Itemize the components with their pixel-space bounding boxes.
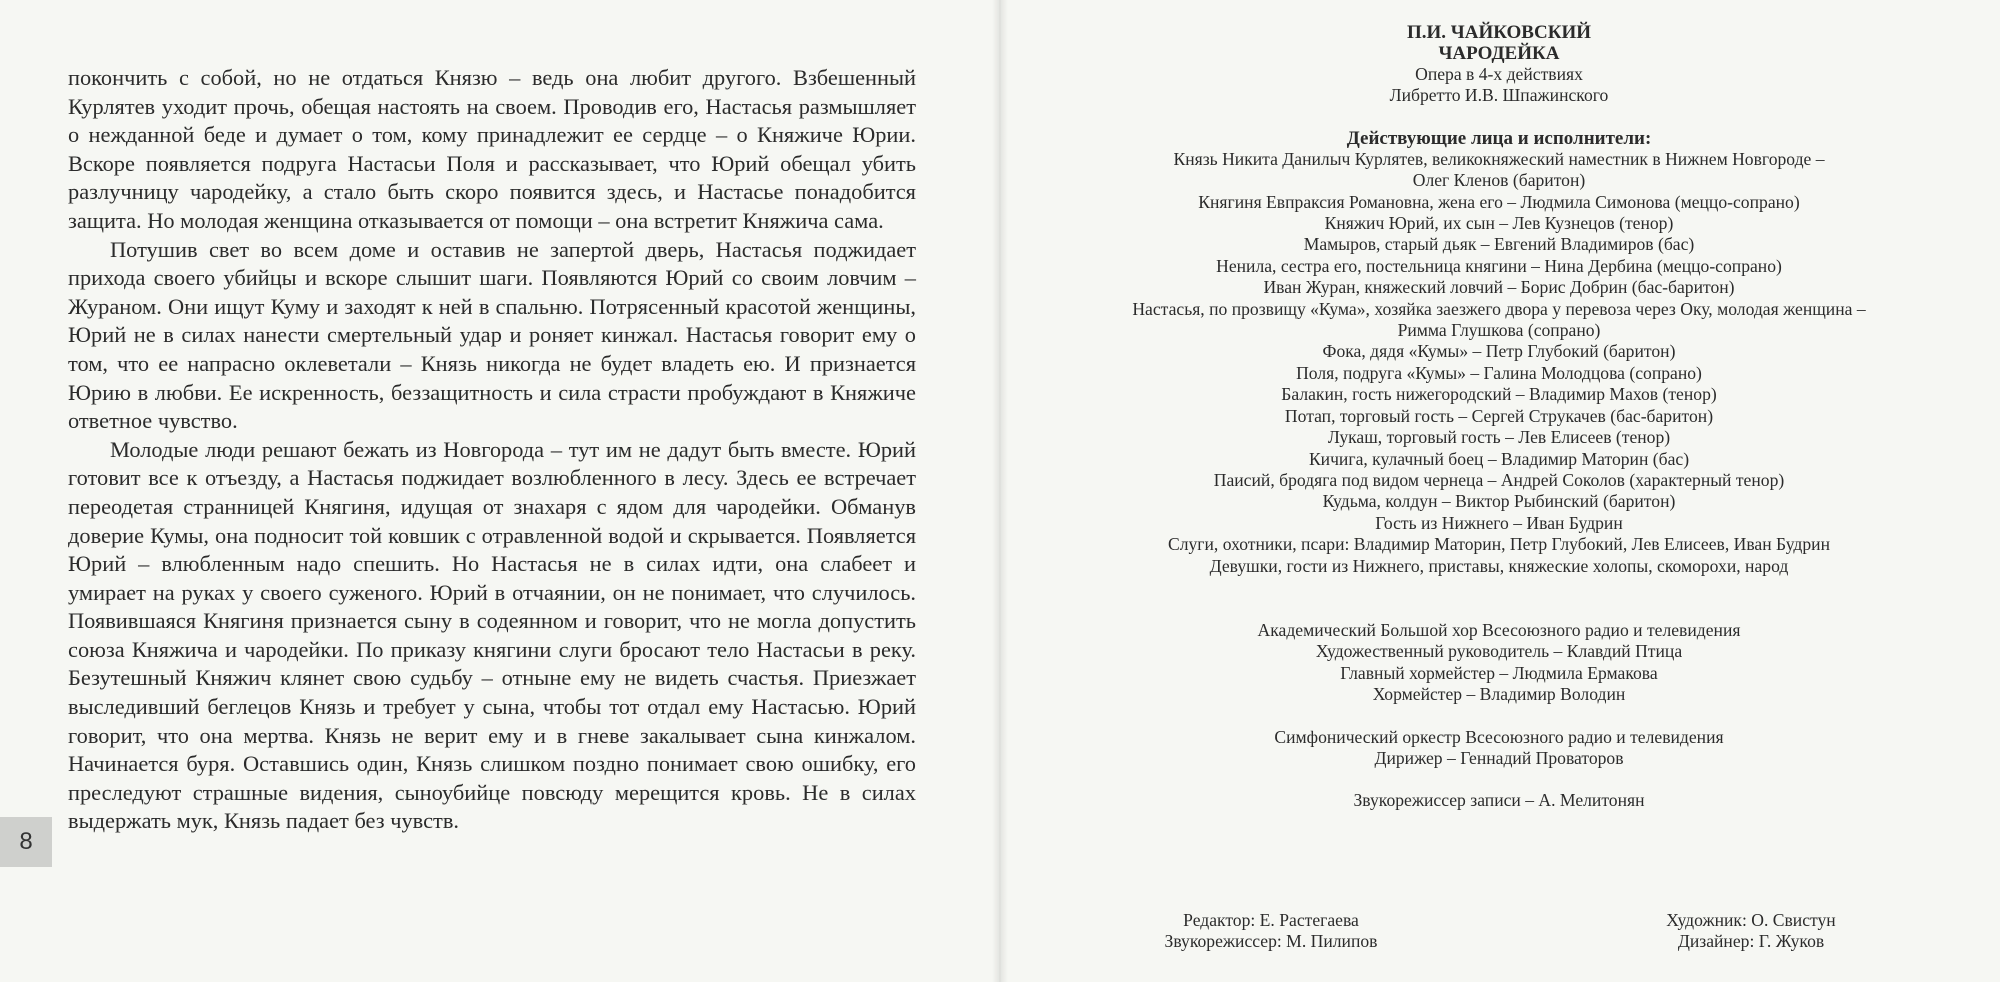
synopsis-text [68,64,916,836]
recording-engineer: Звукорежиссер записи – А. Мелитонян [1353,790,1645,811]
cast-line: Римма Глушкова (сопрано) [1397,320,1601,341]
cast-line: Слуги, охотники, псари: Владимир Маторин, Петр Глубокий, Лев Елисеев, Иван Будрин [1167,534,1830,555]
cast-line: Балакин, гость нижегородский – Владимир Махов (тенор) [1281,384,1717,405]
cast-list [998,149,2000,577]
cast-line: Олег Кленов (баритон) [1412,170,1586,191]
synopsis-paragraph-2: Потушив свет во всем доме и оставив не запертой дверь, Настасья поджидает прихода своего убийцы и вскоре слышит шаги. Появляются Юрий со своим ловчим – Жураном. Они ищут Куму и заходят к ней в спальню. Потрясенный красотой женщины, Юрий не в силах нанести смертельный удар и роняет кинжал. Настасья говорит ему о том, что ее напрасно оклеветали – Князь никогда не будет владеть ею. И признается Юрию в любви. Ее искренность, беззащитность и сила страсти пробуждают в Княжиче ответное чувство. [68,236,916,434]
cast-line: Иван Журан, княжеский ловчий – Борис Добрин (бас-баритон) [1263,277,1735,298]
cast-line: Девушки, гости из Нижнего, приставы, княжеские холопы, скоморохи, народ [1209,555,1789,576]
production-credits-right [1601,910,1901,953]
cast-line: Мамыров, старый дьяк – Евгений Владимиров (бас) [1303,234,1695,255]
cast-line: Лукаш, торговый гость – Лев Елисеев (тенор) [1327,427,1671,448]
cast-line: Княгиня Евпраксия Романовна, жена его – Людмила Симонова (меццо-сопрано) [1198,191,1800,212]
libretto-line: Либретто И.В. Шпажинского [1389,85,1609,106]
left-page [0,0,998,982]
synopsis-paragraph-1: покончить с собой, но не отдаться Князю – ведь она любит другого. Взбешенный Курлятев уходит прочь, обещая настоять на своем. Проводив его, Настасья размышляет о нежданной беде и думает о том, кому принадлежит ее сердце – о Княжиче Юрии. Вскоре появляется подруга Настасьи Поля и рассказывает, что Юрий обещал убить разлучницу чародейку, а стало быть скоро появится здесь, и Настасье понадобится защита. Но молодая женщина отказывается от помощи – она встретит Княжича сама. [68,65,916,233]
synopsis-paragraph-3: Молодые люди решают бежать из Новгорода – тут им не дадут быть вместе. Юрий готовит все к отъезду, а Настасья поджидает возлюбленного в лесу. Здесь ее встречает переодетая странницей Княгиня, идущая от знахаря с ядом для чародейки. Обманув доверие Кумы, она подносит той ковшик с отравленной водой и скрывается. Появляется Юрий – влюбленным надо спешить. Но Настасья не в силах идти, она слабеет и умирает на руках у своего суженого. Юрий в отчаянии, он не понимает, что случилось. Появившаяся Княгиня признается сыну в содеянном и говорит, что не могла допустить союза Княжича и чародейки. По приказу княгини слуги бросают тело Настасьи в реку. Безутешный Княжич клянет свою судьбу – отныне ему не видеть счастья. Приезжает выследивший беглецов Князь и требует у сына, чтобы тот отдал ему Настасью. Юрий говорит, что она мертва. Князь не верит ему и в гневе закалывает сына кинжалом. Начинается буря. Оставшись один, Князь слишком поздно понимает свою ошибку, его преследуют страшные видения, сыноубийце повсюду мерещится кровь. Не в силах выдержать мук, Князь падает без чувств. [68,436,916,834]
right-page [998,0,2000,982]
cast-line: Фока, дядя «Кумы» – Петр Глубокий (баритон) [1322,341,1676,362]
production-credits-left [1121,910,1421,953]
cast-line: Княжич Юрий, их сын – Лев Кузнецов (тенор) [1324,213,1674,234]
cast-line: Гость из Нижнего – Иван Будрин [1375,512,1623,533]
cast-heading: Действующие лица и исполнители: [1346,127,1652,149]
cast-line: Ненила, сестра его, постельница княгини – Нина Дербина (меццо-сопрано) [1216,255,1782,276]
opera-subtitle: Опера в 4-х действиях [1415,64,1583,84]
cast-line: Потап, торговый гость – Сергей Струкачев (бас-баритон) [1284,405,1714,426]
orchestra-line: Дирижер – Геннадий Проваторов [1374,747,1624,768]
orchestra-credits [998,727,2000,770]
cast-line: Кудьма, колдун – Виктор Рыбинский (баритон) [1322,491,1676,512]
orchestra-line: Симфонический оркестр Всесоюзного радио и телевидения [1274,726,1724,747]
choir-line: Хормейстер – Владимир Володин [1372,684,1626,705]
choir-line: Художественный руководитель – Клавдий Птица [1315,641,1683,662]
choir-credits [998,620,2000,706]
cast-line: Князь Никита Данилыч Курлятев, великокняжеский наместник в Нижнем Новгороде – [1173,148,1825,169]
cast-line: Паисий, бродяга под видом чернеца – Андрей Соколов (характерный тенор) [1213,469,1785,490]
cast-line: Настасья, по прозвищу «Кума», хозяйка заезжего двора у перевоза через Оку, молодая женщина – [1132,298,1866,319]
artist-credit: Художник: О. Свистун [1666,910,1836,930]
editor-credit: Редактор: Е. Растегаева [1183,910,1359,930]
cast-line: Кичига, кулачный боец – Владимир Маторин (бас) [1308,448,1690,469]
designer-credit: Дизайнер: Г. Жуков [1677,931,1825,952]
sound-engineer-credit: Звукорежиссер: М. Пилипов [1164,931,1378,952]
cast-line: Поля, подруга «Кумы» – Галина Молодцова (сопрано) [1296,362,1702,383]
composer-name: П.И. ЧАЙКОВСКИЙ [1406,22,1592,43]
credits-block [998,22,2000,812]
choir-line: Главный хормейстер – Людмила Ермакова [1340,662,1658,683]
opera-title: ЧАРОДЕЙКА [1438,43,1560,64]
page-number: 8 [0,817,52,867]
choir-line: Академический Большой хор Всесоюзного радио и телевидения [1257,619,1741,640]
